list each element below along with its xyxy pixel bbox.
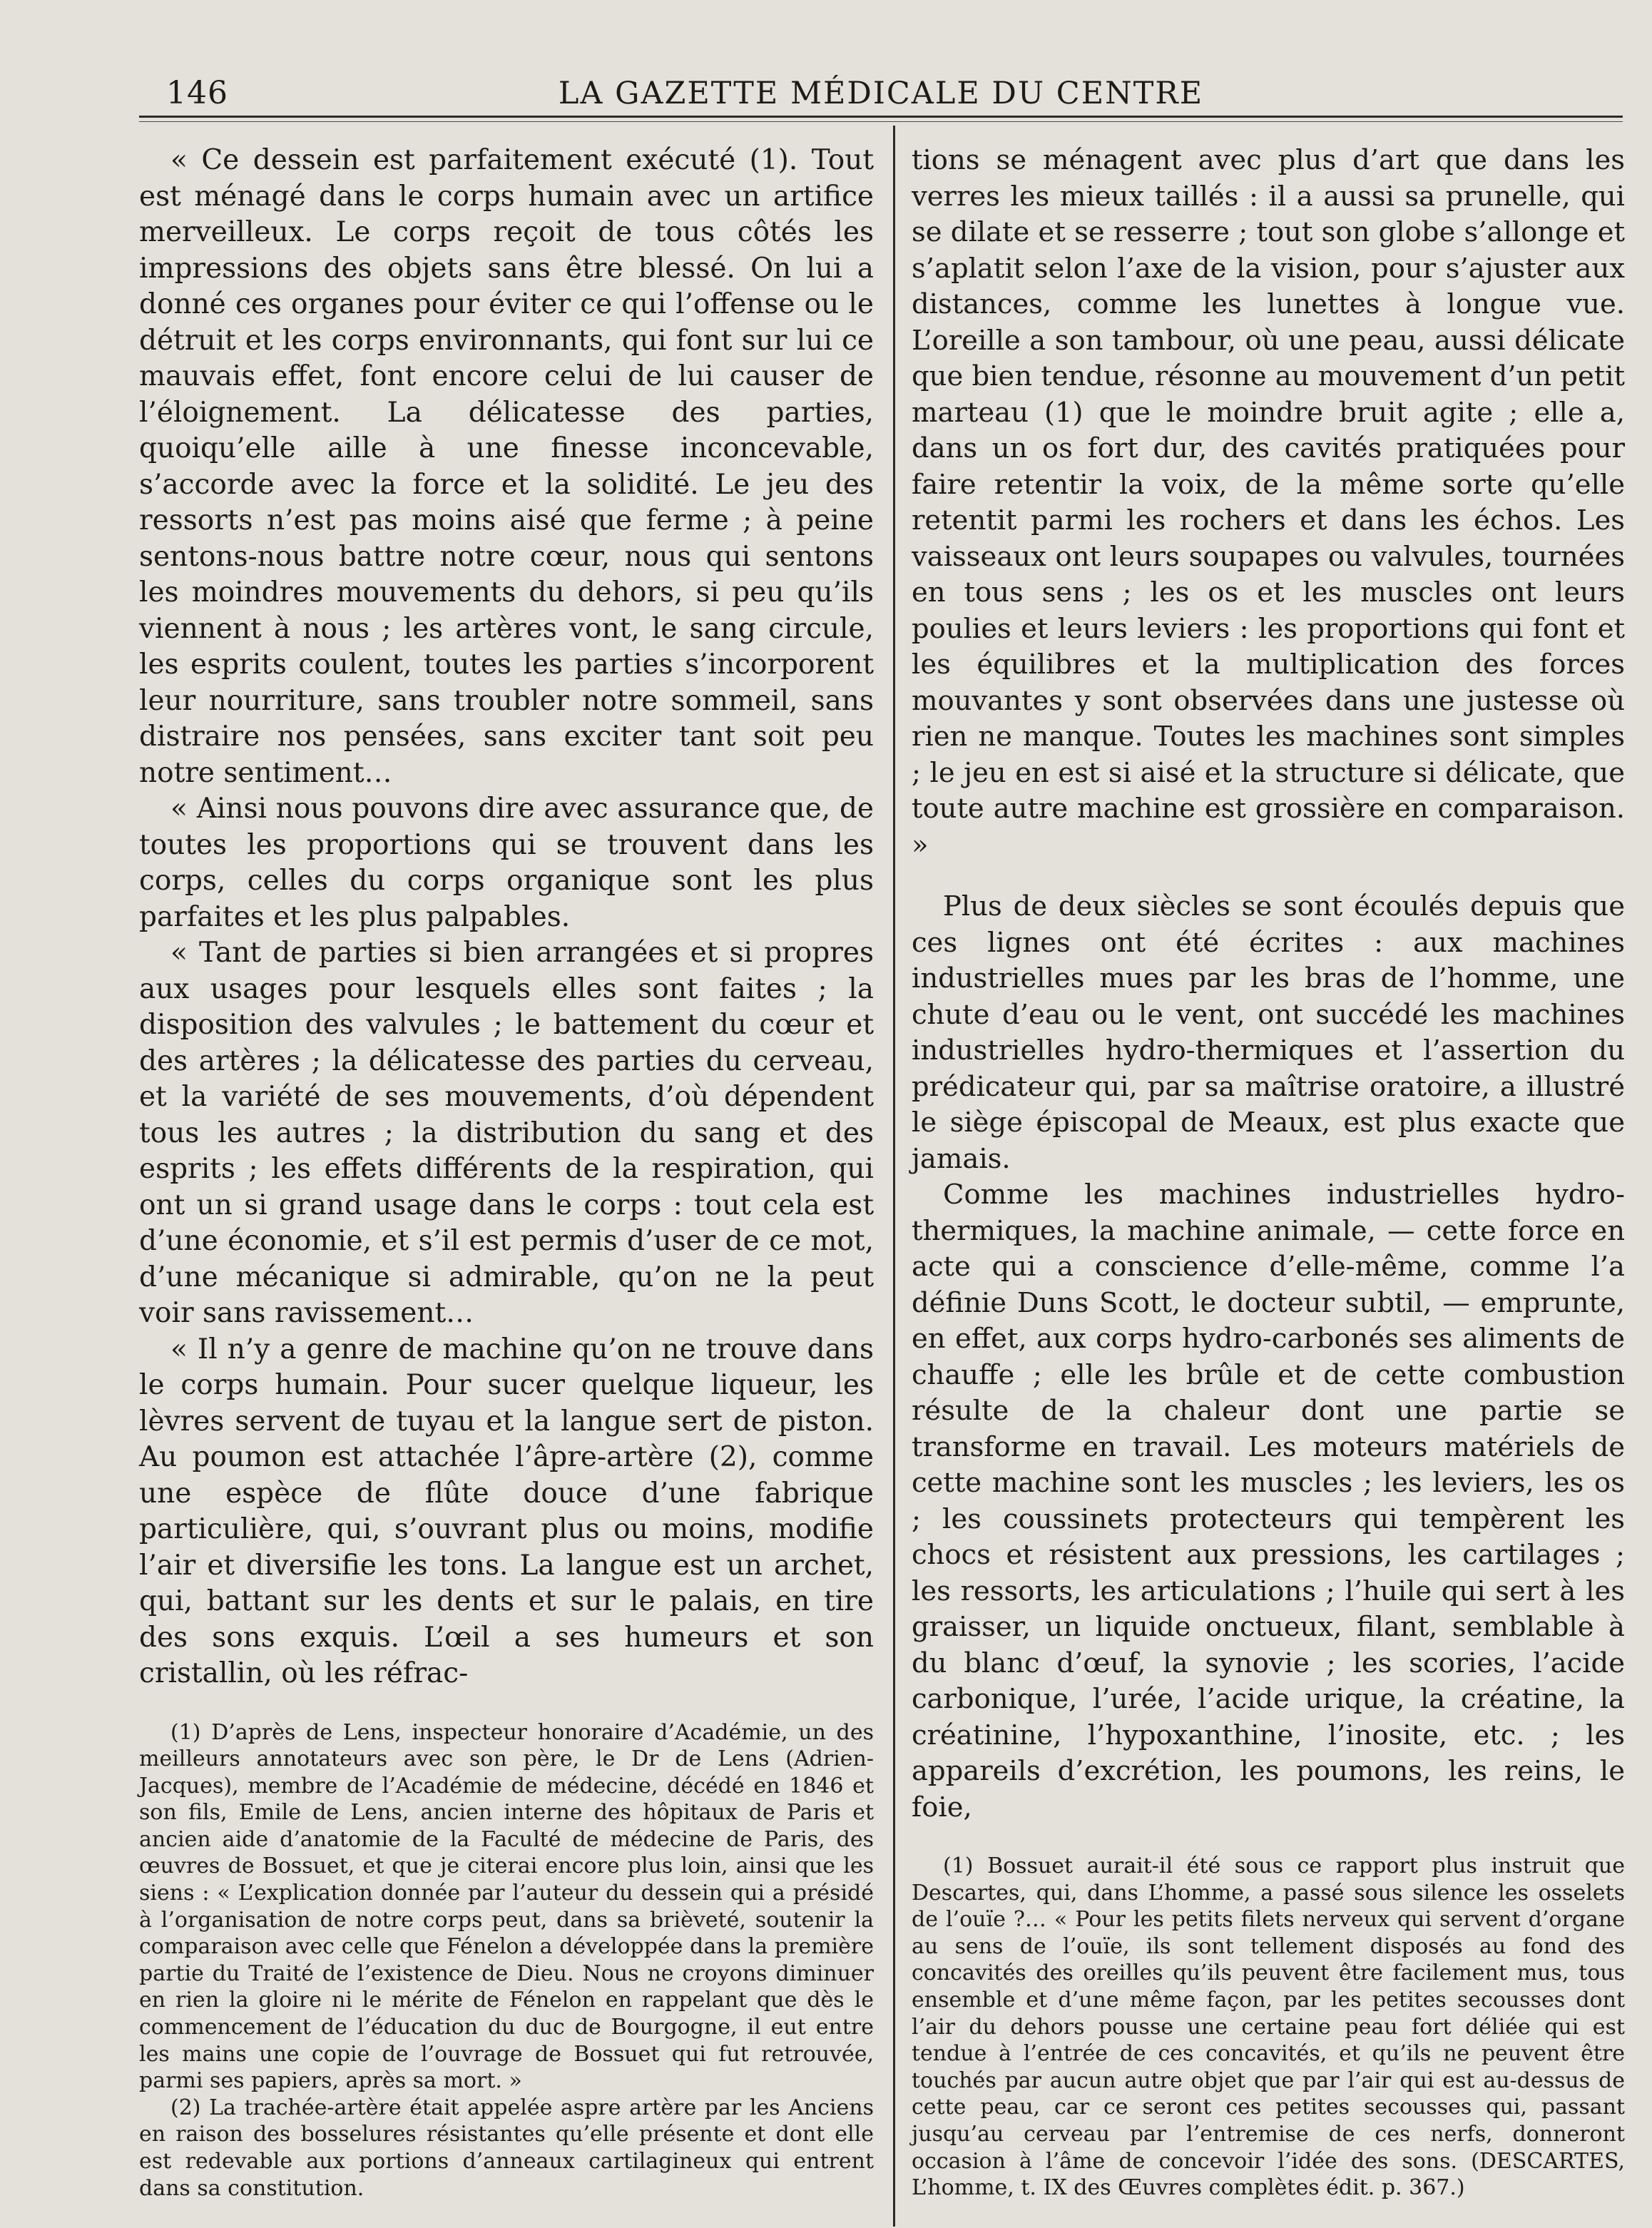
running-title: LA GAZETTE MÉDICALE DU CENTRE [558, 76, 1204, 111]
footnotes [139, 1719, 874, 2202]
left-column [139, 143, 874, 2201]
header-rule-thin [139, 121, 1623, 122]
page-number: 146 [166, 75, 228, 111]
page-header [139, 71, 1623, 116]
body-paragraph: Comme les machines industrielles hydro-thermiques, la machine animale, — cette force en acte qui a conscience d’elle-même, comme l’a définie Duns Scott, le docteur subtil, — emprunte, en effet, aux corps hydro-carbonés ses aliments de chauffe ; elle les brûle et de cette combustion résulte de la chaleur dont une partie se transforme en travail. Les moteurs matériels de cette machine sont les muscles ; les leviers, les os ; les coussinets protecteurs qui tempèrent les chocs et résistent aux pressions, les cartilages ; les ressorts, les articulations ; l’huile qui sert à les graisser, un liquide onctueux, filant, semblable à du blanc d’œuf, la synovie ; les scories, l’acide carbonique, l’urée, l’acide urique, la créatine, la créatinine, l’hypoxanthine, l’inosite, etc. ; les appareils d’excrétion, les poumons, les reins, le foie, [912, 1179, 1625, 1823]
footnote: (2) La trachée-artère était appelée aspre artère par les Anciens en raison des bosselures résistantes qu’elle présente et dont elle est redevable aux portions d’anneaux cartilagineux qui entrent dans sa constitution. [139, 2095, 874, 2201]
right-column [912, 143, 1625, 2201]
header-rule [139, 116, 1623, 118]
body-paragraph: « Tant de parties si bien arrangées et si propres aux usages pour lesquels elles sont faites ; la disposition des valvules ; le battement du cœur et des artères ; la délicatesse des parties du cerveau, et la variété de ses mouvements, d’où dépendent tous les autres ; la distribution du sang et des esprits ; les effets différents de la respiration, qui ont un si grand usage dans le corps : tout cela est d’une économie, et s’il est permis d’user de ce mot, d’une mécanique si admirable, qu’on ne la peut voir sans ravissement… [139, 937, 874, 1329]
footnote: (1) D’après de Lens, inspecteur honoraire d’Académie, un des meilleurs annotateurs avec son père, le Dr de Lens (Adrien-Jacques), membre de l’Académie de médecine, décédé en 1846 et son fils, Emile de Lens, ancien interne des hôpitaux de Paris et ancien aide d’anatomie de la Faculté de médecine de Paris, des œuvres de Bossuet, et que je citerai encore plus loin, ainsi que les siens : « L’explication donnée par l’auteur du dessein qui a présidé à l’organisation de notre corps peut, dans sa brièveté, soutenir la comparaison avec celle que Fénelon a développée dans la première partie du Traité de l’existence de Dieu. Nous ne croyons diminuer en rien la gloire ni le mérite de Fénelon en rappelant que dès le commencement de l’éducation du duc de Bourgogne, il eut entre les mains une copie de l’ouvrage de Bossuet qui fut retrouvée, parmi ses papiers, après sa mort. » [139, 1719, 874, 2094]
body-paragraph: « Il n’y a genre de machine qu’on ne trouve dans le corps humain. Pour sucer quelque liqueur, les lèvres servent de tuyau et la langue sert de piston. Au poumon est attachée l’âpre-artère (2), comme une espèce de flûte douce d’une fabrique particulière, qui, s’ouvrant plus ou moins, modifie l’air et diversifie les tons. La langue est un archet, qui, battant sur les dents et sur le palais, en tire des sons exquis. L’œil a ses humeurs et son cristallin, où les réfrac- [139, 1333, 874, 1689]
footnotes [912, 1853, 1625, 2202]
column-divider [893, 126, 895, 2227]
body-paragraph: « Ce dessein est parfaitement exécuté (1). Tout est ménagé dans le corps humain avec un artifice merveilleux. Le corps reçoit de tous côtés les impressions des objets sans être blessé. On lui a donné ces organes pour éviter ce qui l’offense ou le détruit et les corps environnants, qui font sur lui ce mauvais effet, font encore celui de lui causer de l’éloignement. La délicatesse des parties, quoiqu’elle aille à une finesse inconcevable, s’accorde avec la force et la solidité. Le jeu des ressorts n’est pas moins aisé que ferme ; à peine sentons-nous battre notre cœur, nous qui sentons les moindres mouvements du dehors, si peu qu’ils viennent à nous ; les artères vont, le sang circule, les esprits coulent, toutes les parties s’incorporent leur nourriture, sans troubler notre sommeil, sans distraire nos pensées, sans exciter tant soit peu notre sentiment… [139, 144, 874, 789]
body-paragraph: « Ainsi nous pouvons dire avec assurance que, de toutes les proportions qui se trouvent dans les corps, celles du corps organique sont les plus parfaites et les plus palpables. [139, 793, 874, 933]
footnote: (1) Bossuet aurait-il été sous ce rapport plus instruit que Descartes, qui, dans L’homme, a passé sous silence les osselets de l’ouïe ?… « Pour les petits filets nerveux qui servent d’organe au sens de l’ouïe, ils sont tellement disposés au fond des concavités des oreilles qu’ils peuvent être facilement mus, tous ensemble et d’une même façon, par les petites secousses dont l’air du dehors pousse une certaine peau fort déliée qui est tendue à l’entrée de ces concavités, et qu’ils ne peuvent être touchés par aucun autre objet que par l’air qui est au-dessus de cette peau, car ce seront ces petites secousses qui, passant jusqu’au cerveau par l’entremise de ces nerfs, donneront occasion à l’âme de concevoir l’idée des sons. (DESCARTES, L’homme, t. IX des Œuvres complètes édit. p. 367.) [912, 1853, 1625, 2201]
body-paragraph: Plus de deux siècles se sont écoulés depuis que ces lignes ont été écrites : aux machines industrielles mues par les bras de l’homme, une chute d’eau ou le vent, ont succédé les machines industrielles hydro-thermiques et l’assertion du prédicateur qui, par sa maîtrise oratoire, a illustré le siège épiscopal de Meaux, est plus exacte que jamais. [912, 890, 1625, 1175]
body-paragraph: tions se ménagent avec plus d’art que dans les verres les mieux taillés : il a aussi sa prunelle, qui se dilate et se resserre ; tout son globe s’allonge et s’aplatit selon l’axe de la vision, pour s’ajuster aux distances, comme les lunettes à longue vue. L’oreille a son tambour, où une peau, aussi délicate que bien tendue, résonne au mouvement d’un petit marteau (1) que le moindre bruit agite ; elle a, dans un os fort dur, des cavités pratiquées pour faire retentir la voix, de la même sorte qu’elle retentit parmi les rochers et dans les échos. Les vaisseaux ont leurs soupapes ou valvules, tournées en tous sens ; les os et les muscles ont leurs poulies et leurs leviers : les proportions qui font et les équilibres et la multiplication des forces mouvantes y sont observées dans une justesse où rien ne manque. Toutes les machines sont simples ; le jeu en est si aisé et la structure si délicate, que toute autre machine est grossière en comparaison. » [912, 144, 1625, 861]
